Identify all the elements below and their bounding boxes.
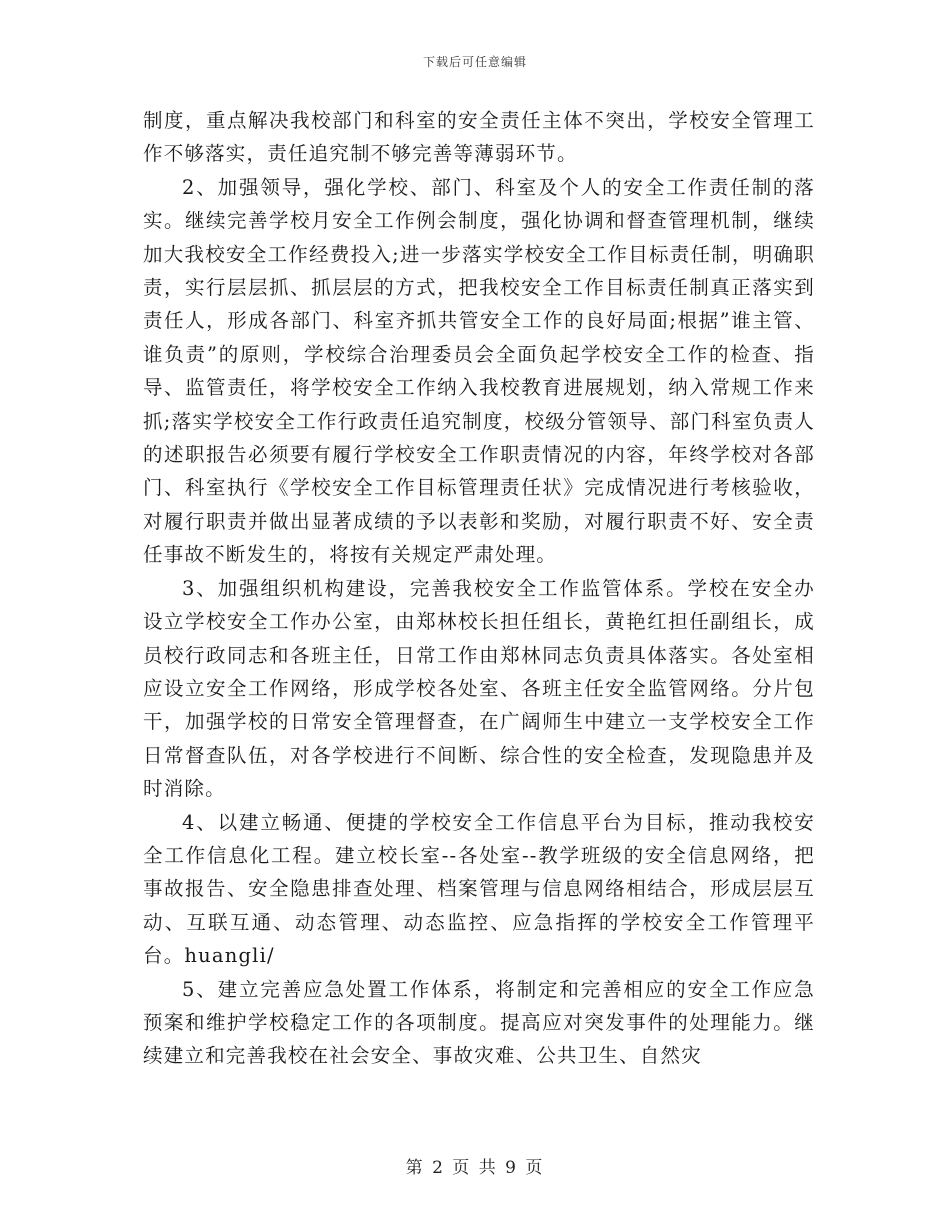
paragraph-continued: 制度，重点解决我校部门和科室的安全责任主体不突出，学校安全管理工作不够落实，责任追究制不够完善等薄弱环节。 [143,109,815,166]
paragraph-item-4: 4、以建立畅通、便捷的学校安全工作信息平台为目标，推动我校安全工作信息化工程。建立校长室--各处室--教学班级的安全信息网络，把事故报告、安全隐患排查处理、档案管理与信息网络相结合，形成层层互动、互联互通、动态管理、动态监控、应急指挥的学校安全工作管理平台。huangli/ [143,810,815,968]
page-header: 下载后可任意编辑 [422,55,527,69]
paragraph-item-3: 3、加强组织机构建设，完善我校安全工作监管体系。学校在安全办设立学校安全工作办公室，由郑林校长担任组长，黄艳红担任副组长，成员校行政同志和各班主任，日常工作由郑林同志负责具体落实。各处室相应设立安全工作网络，形成学校各处室、各班主任安全监管网络。分片包干，加强学校的日常安全管理督查，在广阔师生中建立一支学校安全工作日常督查队伍，对各学校进行不间断、综合性的安全检查，发现隐患并及时消除。 [143,576,815,801]
document-body [143,104,815,1073]
paragraph-item-5: 5、建立完善应急处置工作体系，将制定和完善相应的安全工作应急预案和维护学校稳定工作的各项制度。提高应对突发事件的处理能力。继续建立和完善我校在社会安全、事故灾难、公共卫生、自然灾 [143,977,815,1068]
page-footer: 第 2 页 共 9 页 [405,1158,545,1178]
paragraph-item-2: 2、加强领导，强化学校、部门、科室及个人的安全工作责任制的落实。继续完善学校月安全工作例会制度，强化协调和督查管理机制，继续加大我校安全工作经费投入;进一步落实学校安全工作目标责任制，明确职责，实行层层抓、抓层层的方式，把我校安全工作目标责任制真正落实到责任人，形成各部门、科室齐抓共管安全工作的良好局面;根据”谁主管、谁负责”的原则，学校综合治理委员会全面负起学校安全工作的检查、指导、监管责任，将学校安全工作纳入我校教育进展规划，纳入常规工作来抓;落实学校安全工作行政责任追究制度，校级分管领导、部门科室负责人的述职报告必须要有履行学校安全工作职责情况的内容，年终学校对各部门、科室执行《学校安全工作目标管理责任状》完成情况进行考核验收，对履行职责并做出显著成绩的予以表彰和奖励，对履行职责不好、安全责任事故不断发生的，将按有关规定严肃处理。 [143,175,815,567]
